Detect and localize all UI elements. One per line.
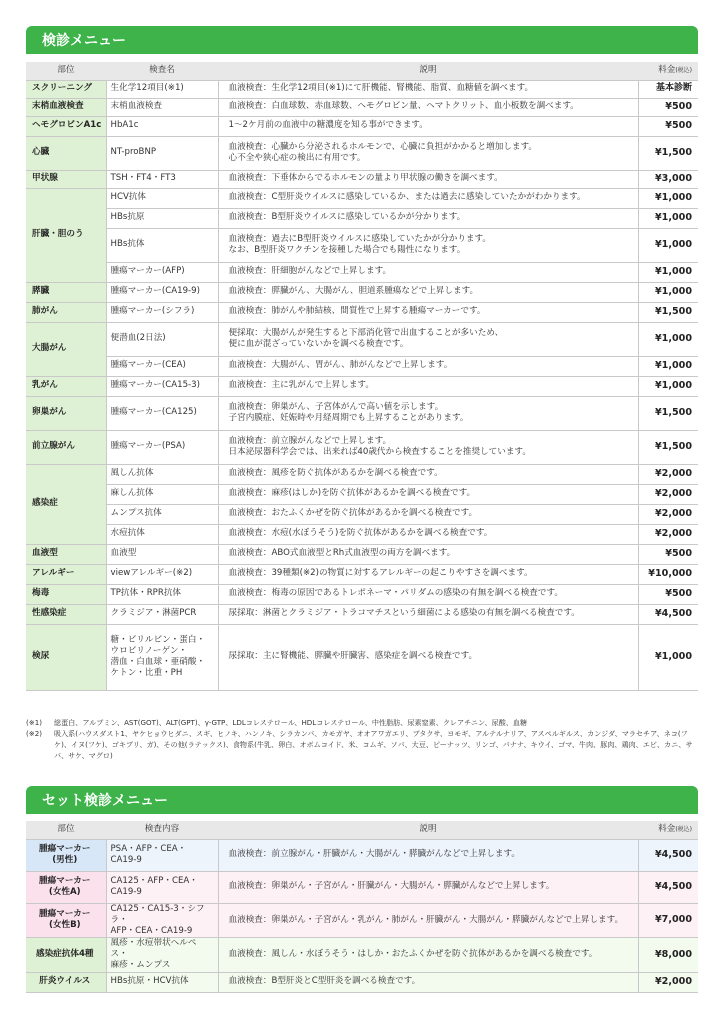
exam-name-cell: 腫瘍マーカー(CEA)	[106, 356, 218, 376]
set-menu-row	[26, 839, 698, 871]
set-contents-cell: HBs抗原・HCV抗体	[106, 972, 218, 992]
set-name-cell: 腫瘍マーカー (男性)	[26, 839, 106, 871]
description-cell: 血液検査：膵臓がん、大腸がん、胆道系腫瘍などで上昇します。	[218, 282, 638, 302]
menu-row	[26, 544, 698, 564]
footnote-mark: (※1)	[26, 718, 42, 727]
exam-name-cell: 血液型	[106, 544, 218, 564]
menu-row	[26, 584, 698, 604]
header-exam: 検査名	[106, 62, 218, 80]
exam-name-cell: HBs抗体	[106, 228, 218, 262]
exam-name-cell: クラミジア・淋菌PCR	[106, 604, 218, 624]
description-cell: 血液検査：卵巣がん・子宮がん・肝臓がん・大腸がん・膵臓がんなどで上昇します。	[218, 871, 638, 903]
header-price	[638, 821, 698, 839]
menu-row	[26, 116, 698, 136]
price-cell: ¥10,000	[638, 564, 698, 584]
description-cell: 血液検査：風しん・水ぼうそう・はしか・おたふくかぜを防ぐ抗体があるかを調べる検査です。	[218, 938, 638, 973]
description-cell: 血液検査：梅毒の原因であるトレポネーマ・パリダムの感染の有無を調べる検査です。	[218, 584, 638, 604]
menu-row	[26, 262, 698, 282]
footnote-text: 吸入系(ハウスダスト1、ヤケヒョウヒダニ、スギ、ヒノキ、ハンノキ、シラカンバ、カモガヤ、オオアワガエリ、ブタクサ、ヨモギ、アルテルナリア、アスペルギルス、カンジダ、マラセチア、ネコ(フケ)、イヌ(フケ)、ゴキブリ、ガ)、その他(ラテックス)、食物系(牛乳、卵白、オボムコイド、米、コムギ、ソバ、大豆、ピーナッツ、リンゴ、バナナ、キウイ、ゴマ、牛肉、豚肉、鶏肉、エビ、カニ、サバ、サケ、マグロ)	[54, 728, 693, 760]
exam-name-cell: 腫瘍マーカー(AFP)	[106, 262, 218, 282]
price-cell: ¥2,000	[638, 972, 698, 992]
exam-name-cell: TSH・FT4・FT3	[106, 170, 218, 188]
set-contents-cell: CA125・CA15-3・シフラ・ AFP・CEA・CA19-9	[106, 903, 218, 938]
description-cell: 便採取：大腸がんが発生すると下部消化管で出血することが多いため、 便に血が混ざっていないかを調べる検査です。	[218, 322, 638, 356]
exam-name-cell: HbA1c	[106, 116, 218, 136]
category-cell: 前立腺がん	[26, 430, 106, 464]
footnote-mark: (※2)	[26, 728, 42, 738]
header-part: 部位	[26, 62, 106, 80]
set-name-cell: 肝炎ウイルス	[26, 972, 106, 992]
category-cell: 末梢血液検査	[26, 98, 106, 116]
set-menu-row	[26, 871, 698, 903]
menu-table	[26, 62, 698, 691]
description-cell: 血液検査：C型肝炎ウイルスに感染しているか、または過去に感染していたかがわかります。	[218, 188, 638, 208]
menu-row	[26, 376, 698, 396]
header-price-note: (税込)	[675, 826, 692, 834]
price-cell: ¥1,000	[638, 262, 698, 282]
description-cell: 血液検査：39種類(※2)の物質に対するアレルギーの起こりやすさを調べます。	[218, 564, 638, 584]
price-cell: ¥1,000	[638, 188, 698, 208]
price-cell: ¥2,000	[638, 504, 698, 524]
description-cell: 血液検査：卵巣がん・子宮がん・乳がん・肺がん・肝臓がん・大腸がん・膵臓がんなどで上昇します。	[218, 903, 638, 938]
set-menu-section-header	[26, 786, 698, 814]
set-contents-cell: PSA・AFP・CEA・ CA19-9	[106, 839, 218, 871]
price-cell: ¥1,000	[638, 282, 698, 302]
price-cell: ¥1,500	[638, 396, 698, 430]
category-cell: 卵巣がん	[26, 396, 106, 430]
price-cell: ¥1,500	[638, 302, 698, 322]
menu-table-header-row	[26, 62, 698, 80]
description-cell: 血液検査：主に乳がんで上昇します。	[218, 376, 638, 396]
set-name-cell: 感染症抗体4種	[26, 938, 106, 973]
menu-row	[26, 188, 698, 208]
menu-row	[26, 302, 698, 322]
footnote-1	[26, 718, 698, 729]
exam-name-cell: NT-proBNP	[106, 136, 218, 170]
price-cell: ¥1,500	[638, 136, 698, 170]
menu-row	[26, 604, 698, 624]
category-cell: 検尿	[26, 624, 106, 690]
description-cell: 尿採取：主に腎機能、膵臓や肝臓害、感染症を調べる検査です。	[218, 624, 638, 690]
header-part: 部位	[26, 821, 106, 839]
menu-row	[26, 464, 698, 484]
menu-row	[26, 136, 698, 170]
description-cell: 血液検査：麻疹(はしか)を防ぐ抗体があるかを調べる検査です。	[218, 484, 638, 504]
description-cell: 尿採取：淋菌とクラミジア・トラコマチスという細菌による感染の有無を調べる検査です。	[218, 604, 638, 624]
category-cell: 梅毒	[26, 584, 106, 604]
description-cell: 血液検査：心臓から分泌されるホルモンで、心臓に負担がかかると増加します。 心不全や狭心症の検出に有用です。	[218, 136, 638, 170]
description-cell: 血液検査：生化学12項目(※1)にて肝機能、腎機能、脂質、血糖値を調べます。	[218, 80, 638, 98]
footnote-2	[26, 729, 698, 762]
price-cell: ¥2,000	[638, 464, 698, 484]
set-contents-cell: 風疹・水痘帯状ヘルペス・ 麻疹・ムンプス	[106, 938, 218, 973]
exam-name-cell: 生化学12項目(※1)	[106, 80, 218, 98]
menu-row	[26, 228, 698, 262]
footnote-text: 総蛋白、アルブミン、AST(GOT)、ALT(GPT)、γ-GTP、LDLコレステロール、HDLコレステロール、中性脂肪、尿素窒素、クレアチニン、尿酸、血糖	[54, 718, 528, 727]
set-menu-section-title: セット検診メニュー	[42, 793, 168, 809]
category-cell: 甲状腺	[26, 170, 106, 188]
menu-row	[26, 80, 698, 98]
set-name-cell: 腫瘍マーカー (女性A)	[26, 871, 106, 903]
exam-name-cell: 腫瘍マーカー(CA15-3)	[106, 376, 218, 396]
menu-row	[26, 504, 698, 524]
header-desc: 説明	[218, 821, 638, 839]
menu-row	[26, 524, 698, 544]
price-cell: ¥7,000	[638, 903, 698, 938]
exam-name-cell: viewアレルギー(※2)	[106, 564, 218, 584]
category-cell: 肺がん	[26, 302, 106, 322]
description-cell: 血液検査：水痘(水ぼうそう)を防ぐ抗体があるかを調べる検査です。	[218, 524, 638, 544]
price-cell: ¥500	[638, 544, 698, 564]
set-table-header-row	[26, 821, 698, 839]
category-cell: ヘモグロビンA1c	[26, 116, 106, 136]
price-cell: ¥1,000	[638, 624, 698, 690]
exam-name-cell: HBs抗原	[106, 208, 218, 228]
category-cell: 肝臓・胆のう	[26, 188, 106, 282]
description-cell: 血液検査：B型肝炎とC型肝炎を調べる検査です。	[218, 972, 638, 992]
exam-name-cell: 腫瘍マーカー(CA19-9)	[106, 282, 218, 302]
price-cell: ¥4,500	[638, 871, 698, 903]
set-contents-cell: CA125・AFP・CEA・ CA19-9	[106, 871, 218, 903]
exam-name-cell: 腫瘍マーカー(シフラ)	[106, 302, 218, 322]
price-cell: ¥1,000	[638, 376, 698, 396]
exam-name-cell: HCV抗体	[106, 188, 218, 208]
price-cell: ¥500	[638, 98, 698, 116]
category-cell: 乳がん	[26, 376, 106, 396]
exam-name-cell: TP抗体・RPR抗体	[106, 584, 218, 604]
description-cell: 血液検査：卵巣がん、子宮体がんで高い値を示します。 子宮内膜症、妊娠時や月経周期でも上昇することがあります。	[218, 396, 638, 430]
menu-row	[26, 170, 698, 188]
menu-row	[26, 322, 698, 356]
exam-name-cell: 水痘抗体	[106, 524, 218, 544]
description-cell: 血液検査：白血球数、赤血球数、ヘモグロビン量、ヘマトクリット、血小板数を調べます。	[218, 98, 638, 116]
description-cell: 血液検査：大腸がん、胃がん、肺がんなどで上昇します。	[218, 356, 638, 376]
set-name-cell: 腫瘍マーカー (女性B)	[26, 903, 106, 938]
set-menu-table	[26, 821, 698, 993]
price-cell: ¥1,000	[638, 208, 698, 228]
menu-row	[26, 624, 698, 690]
price-cell: ¥8,000	[638, 938, 698, 973]
price-cell: ¥500	[638, 584, 698, 604]
description-cell: 血液検査：下垂体からでるホルモンの量より甲状腺の働きを調べます。	[218, 170, 638, 188]
menu-row	[26, 564, 698, 584]
header-price	[638, 62, 698, 80]
category-cell: 心臓	[26, 136, 106, 170]
menu-section-header	[26, 26, 698, 54]
description-cell: 血液検査：風疹を防ぐ抗体があるかを調べる検査です。	[218, 464, 638, 484]
header-price-label: 料金	[658, 65, 676, 76]
menu-row	[26, 282, 698, 302]
exam-name-cell: 糖・ビリルビン・蛋白・ ウロビリノーゲン・ 潜血・白血球・亜硝酸・ ケトン・比重・PH	[106, 624, 218, 690]
header-exam: 検査内容	[106, 821, 218, 839]
set-menu-row	[26, 903, 698, 938]
description-cell: 血液検査：肝細胞がんなどで上昇します。	[218, 262, 638, 282]
category-cell: 大腸がん	[26, 322, 106, 376]
price-cell: 基本診断	[638, 80, 698, 98]
price-cell: ¥2,000	[638, 484, 698, 504]
category-cell: 性感染症	[26, 604, 106, 624]
price-cell: ¥1,000	[638, 228, 698, 262]
header-price-note: (税込)	[675, 67, 692, 75]
description-cell: 血液検査：前立腺がん・肝臓がん・大腸がん・膵臓がんなどで上昇します。	[218, 839, 638, 871]
price-cell: ¥1,000	[638, 356, 698, 376]
description-cell: 血液検査：おたふくかぜを防ぐ抗体があるかを調べる検査です。	[218, 504, 638, 524]
exam-name-cell: 腫瘍マーカー(PSA)	[106, 430, 218, 464]
header-price-label: 料金	[658, 824, 676, 835]
category-cell: 膵臓	[26, 282, 106, 302]
menu-row	[26, 208, 698, 228]
menu-row	[26, 430, 698, 464]
category-cell: 血液型	[26, 544, 106, 564]
description-cell: 血液検査：過去にB型肝炎ウイルスに感染していたかが分かります。 なお、B型肝炎ワクチンを接種した場合でも陽性になります。	[218, 228, 638, 262]
set-menu-row	[26, 972, 698, 992]
exam-name-cell: ムンプス抗体	[106, 504, 218, 524]
exam-name-cell: 麻しん抗体	[106, 484, 218, 504]
menu-row	[26, 396, 698, 430]
price-cell: ¥1,500	[638, 430, 698, 464]
price-cell: ¥3,000	[638, 170, 698, 188]
exam-name-cell: 末梢血液検査	[106, 98, 218, 116]
category-cell: アレルギー	[26, 564, 106, 584]
menu-row	[26, 356, 698, 376]
menu-row	[26, 98, 698, 116]
category-cell: スクリーニング	[26, 80, 106, 98]
description-cell: 血液検査：B型肝炎ウイルスに感染しているかが分かります。	[218, 208, 638, 228]
price-cell: ¥1,000	[638, 322, 698, 356]
price-cell: ¥2,000	[638, 524, 698, 544]
menu-row	[26, 484, 698, 504]
description-cell: 血液検査：ABO式血液型とRh式血液型の両方を調べます。	[218, 544, 638, 564]
set-menu-row	[26, 938, 698, 973]
exam-name-cell: 便潜血(2日法)	[106, 322, 218, 356]
footnotes	[26, 718, 698, 762]
exam-name-cell: 腫瘍マーカー(CA125)	[106, 396, 218, 430]
exam-name-cell: 風しん抗体	[106, 464, 218, 484]
description-cell: 血液検査：前立腺がんなどで上昇します。 日本泌尿器科学会では、出来れば40歳代から検査することを推奨しています。	[218, 430, 638, 464]
menu-section-title: 検診メニュー	[42, 33, 126, 49]
price-cell: ¥4,500	[638, 604, 698, 624]
header-desc: 説明	[218, 62, 638, 80]
description-cell: 血液検査：肺がんや肺結核、間質性で上昇する腫瘍マーカーです。	[218, 302, 638, 322]
price-cell: ¥4,500	[638, 839, 698, 871]
price-cell: ¥500	[638, 116, 698, 136]
category-cell: 感染症	[26, 464, 106, 544]
description-cell: 1〜2ケ月前の血液中の糖濃度を知る事ができます。	[218, 116, 638, 136]
